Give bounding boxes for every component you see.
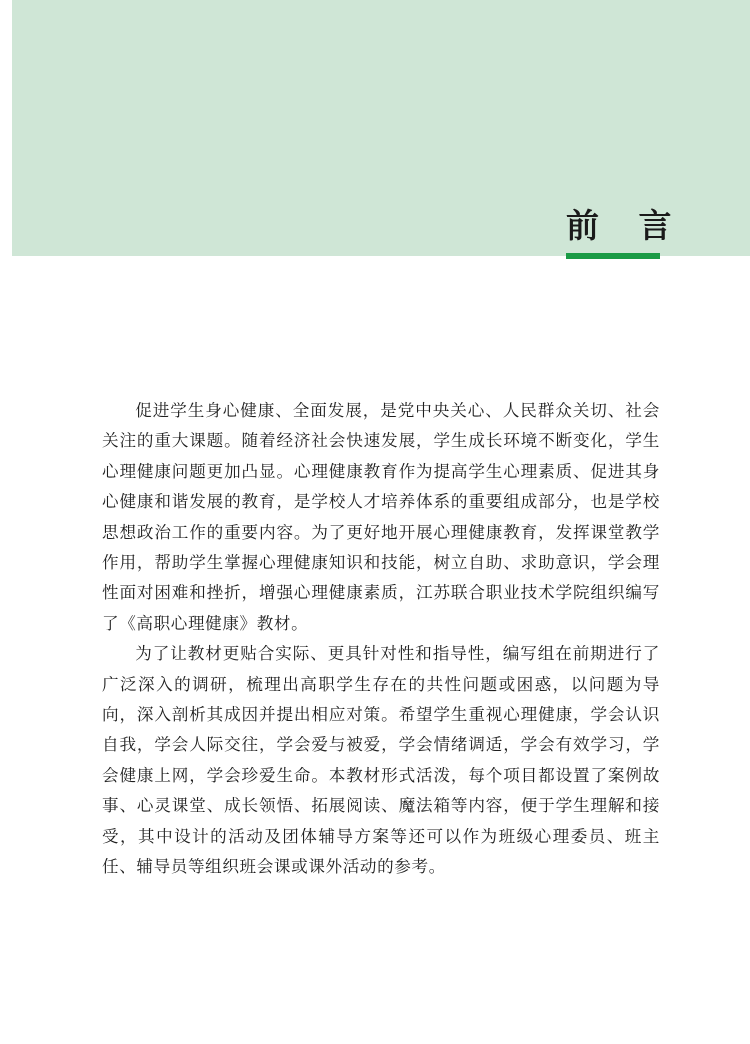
body-text bbox=[102, 396, 660, 883]
title-underline bbox=[566, 253, 660, 259]
paragraph-2: 为了让教材更贴合实际、更具针对性和指导性，编写组在前期进行了广泛深入的调研，梳理出高职学生存在的共性问题或困惑，以问题为导向，深入剖析其成因并提出相应对策。希望学生重视心理健康，学会认识自我，学会人际交往，学会爱与被爱，学会情绪调适，学会有效学习，学会健康上网，学会珍爱生命。本教材形式活泼，每个项目都设置了案例故事、心灵课堂、成长领悟、拓展阅读、魔法箱等内容，便于学生理解和接受，其中设计的活动及团体辅导方案等还可以作为班级心理委员、班主任、辅导员等组织班会课或课外活动的参考。 bbox=[102, 644, 660, 877]
paragraph-1: 促进学生身心健康、全面发展，是党中央关心、人民群众关切、社会关注的重大课题。随着经济社会快速发展，学生成长环境不断变化，学生心理健康问题更加凸显。心理健康教育作为提高学生心理素质、促进其身心健康和谐发展的教育，是学校人才培养体系的重要组成部分，也是学校思想政治工作的重要内容。为了更好地开展心理健康教育，发挥课堂教学作用，帮助学生掌握心理健康知识和技能，树立自助、求助意识，学会理性面对困难和挫折，增强心理健康素质，江苏联合职业技术学院组织编写了《高职心理健康》教材。 bbox=[102, 401, 660, 633]
page-title: 前 言 bbox=[566, 206, 686, 245]
